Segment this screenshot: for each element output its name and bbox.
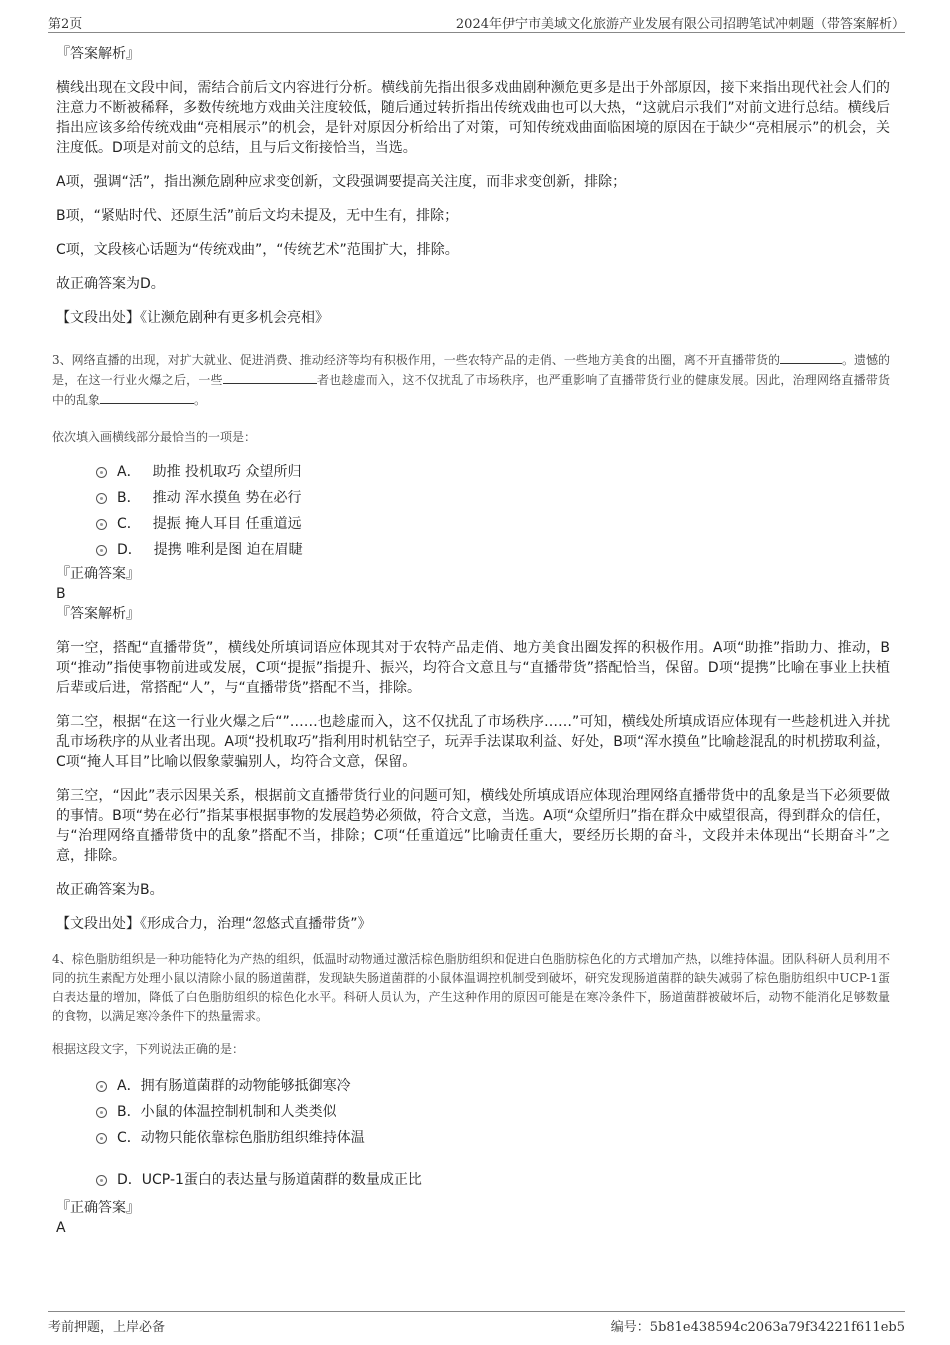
question-4-options [96, 1074, 890, 1192]
correct-answer-heading: 『正确答案』 [56, 1200, 140, 1216]
footer-slogan: 考前押题，上岸必备 [48, 1320, 166, 1335]
option-text: 小鼠的体温控制机制和人类类似 [140, 1104, 337, 1120]
option-d[interactable] [96, 538, 890, 562]
analysis-conclusion: 故正确答案为D。 [56, 276, 165, 292]
option-letter: C． [117, 1130, 141, 1146]
question-3-options [96, 460, 890, 562]
analysis-paragraph: 第一空，搭配“直播带货”，横线处所填词语应体现其对于农特产品走俏、地方美食出圈发挥的积极作用。A项“助推”指助力、推动，B项“推动”指使事物前进或发展，C项“提振”指提升、振兴，均符合文意且与“直播带货”搭配恰当，保留。D项“提携”比喻在事业上扶植后辈或后进，常搭配“人”，与“直播带货”搭配不当，排除。 [56, 640, 890, 696]
correct-answer: A [56, 1220, 66, 1236]
question-3-stem [52, 350, 890, 410]
option-letter: D． [117, 1172, 142, 1188]
analysis-heading: 『答案解析』 [56, 606, 140, 622]
document-id: 编号：5b81e438594c2063a79f34221f611eb5 [610, 1320, 905, 1335]
correct-answer: B [56, 586, 66, 602]
option-text: UCP-1蛋白的表达量与肠道菌群的数量成正比 [141, 1172, 422, 1188]
analysis-paragraph: 第二空，根据“在这一行业火爆之后“”……也趁虚而入，这不仅扰乱了市场秩序……”可知，横线处所填成语应体现有一些趁机进入并扰乱市场秩序的从业者出现。A项“投机取巧”指利用时机钻空子，玩弄手法谋取利益、好处，B项“浑水摸鱼”比喻趁混乱的时机捞取利益，C项“掩人耳目”比喻以假象蒙骗别人，均符合文意，保留。 [56, 714, 890, 770]
question-4-prompt: 根据这段文字，下列说法正确的是： [52, 1042, 245, 1056]
question-text: 。 [194, 393, 207, 407]
option-c[interactable] [96, 1126, 890, 1150]
radio-icon[interactable] [96, 545, 107, 556]
analysis-paragraph: C项，文段核心话题为“传统戏曲”，“传统艺术”范围扩大，排除。 [56, 242, 459, 258]
option-text: 提携 唯利是图 迫在眉睫 [153, 542, 303, 558]
question-text: 3、网络直播的出现，对扩大就业、促进消费、推动经济等均有积极作用，一些农特产品的走俏、一些地方美食的出圈，离不开直播带货的 [52, 353, 780, 367]
analysis-paragraph: 横线出现在文段中间，需结合前后文内容进行分析。横线前先指出很多戏曲剧种濒危更多是出于外部原因，接下来指出现代社会人们的注意力不断被稀释，多数传统地方戏曲关注度较低，随后通过转折指出传统戏曲也可以大热，“这就启示我们”对前文进行总结。横线后指出应该多给传统戏曲“亮相展示”的机会，是针对原因分析给出了对策，可知传统戏曲面临困境的原因在于缺少“亮相展示”的机会，关注度低。D项是对前文的总结，且与后文衔接恰当，当选。 [56, 80, 890, 156]
option-letter: B． [117, 490, 141, 506]
option-letter: A． [117, 464, 141, 480]
question-4-stem: 4、棕色脂肪组织是一种功能特化为产热的组织，低温时动物通过激活棕色脂肪组织和促进白色脂肪棕色化的方式增加产热，以维持体温。团队科研人员利用不同的抗生素配方处理小鼠以清除小鼠的肠道菌群，发现缺失肠道菌群的小鼠体温调控机制受到破坏，研究发现肠道菌群的缺失减弱了棕色脂肪组织中UCP-1蛋白表达量的增加，降低了白色脂肪组织的棕色化水平。科研人员认为，产生这种作用的原因可能是在寒冷条件下，肠道菌群被破坏后，动物不能消化足够数量的食物，以满足寒冷条件下的热量需求。 [52, 952, 890, 1023]
question-text: 者也趁虚而入，这不仅扰乱了市场秩序，也严重影响了直播带货行业的健康发展。因此，治理网络直播带货中的乱象 [52, 373, 890, 407]
option-letter: C． [117, 516, 141, 532]
option-c[interactable] [96, 512, 890, 536]
option-letter: B． [117, 1104, 141, 1120]
option-text: 拥有肠道菌群的动物能够抵御寒冷 [140, 1078, 351, 1094]
option-letter: D． [117, 542, 142, 558]
option-a[interactable] [96, 460, 890, 484]
option-text: 提振 掩人耳目 任重道远 [152, 516, 302, 532]
option-letter: A． [117, 1078, 141, 1094]
option-a[interactable] [96, 1074, 890, 1098]
page-content [52, 44, 890, 1238]
fill-blank [223, 370, 317, 384]
radio-icon[interactable] [96, 493, 107, 504]
option-text: 推动 浑水摸鱼 势在必行 [152, 490, 302, 506]
option-text: 动物只能依靠棕色脂肪组织维持体温 [140, 1130, 365, 1146]
analysis-paragraph: B项，“紧贴时代、还原生活”前后文均未提及，无中生有，排除； [56, 208, 459, 224]
fill-blank [780, 350, 842, 364]
analysis-conclusion: 故正确答案为B。 [56, 882, 164, 898]
source-citation: 【文段出处】《让濒危剧种有更多机会亮相》 [56, 310, 329, 326]
question-text: 。遗憾的是，在这一行业火爆之后，一些 [52, 353, 890, 387]
option-d[interactable] [96, 1168, 890, 1192]
option-b[interactable] [96, 1100, 890, 1124]
option-b[interactable] [96, 486, 890, 510]
page-number: 第2页 [48, 17, 83, 32]
source-citation: 【文段出处】《形成合力，治理“忽悠式直播带货”》 [56, 916, 372, 932]
document-title: 2024年伊宁市美域文化旅游产业发展有限公司招聘笔试冲刺题（带答案解析） [455, 17, 905, 32]
page-header [48, 10, 905, 33]
radio-icon[interactable] [96, 1081, 107, 1092]
analysis-heading: 『答案解析』 [56, 46, 140, 62]
correct-answer-heading: 『正确答案』 [56, 566, 140, 582]
analysis-paragraph: 第三空，“因此”表示因果关系，根据前文直播带货行业的问题可知，横线处所填成语应体现治理网络直播带货中的乱象是当下必须要做的事情。B项“势在必行”指某事根据事物的发展趋势必须做，符合文意，当选。A项“众望所归”指在群众中威望很高，得到群众的信任，与“治理网络直播带货中的乱象”搭配不当，排除；C项“任重道远”比喻责任重大，要经历长期的奋斗，文段并未体现出“长期奋斗”之意，排除。 [56, 788, 890, 864]
radio-icon[interactable] [96, 1133, 107, 1144]
analysis-paragraph: A项，强调“活”，指出濒危剧种应求变创新，文段强调要提高关注度，而非求变创新，排除； [56, 174, 627, 190]
fill-blank [100, 390, 194, 404]
radio-icon[interactable] [96, 1175, 107, 1186]
option-text: 助推 投机取巧 众望所归 [152, 464, 302, 480]
radio-icon[interactable] [96, 467, 107, 478]
radio-icon[interactable] [96, 1107, 107, 1118]
page-footer [48, 1311, 905, 1336]
radio-icon[interactable] [96, 519, 107, 530]
question-3-prompt: 依次填入画横线部分最恰当的一项是： [52, 430, 257, 444]
